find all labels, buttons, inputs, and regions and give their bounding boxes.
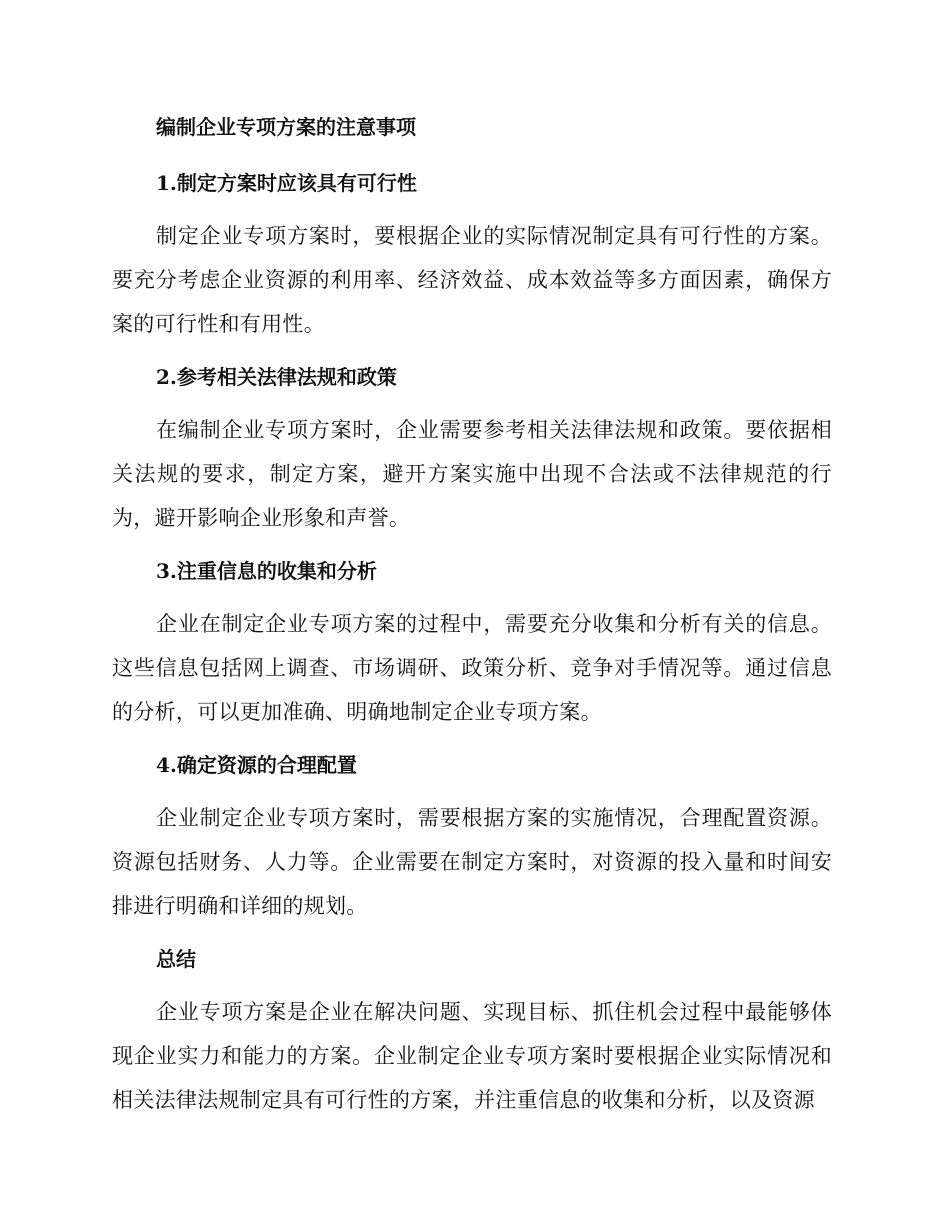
section-4-heading: 4.确定资源的合理配置 bbox=[156, 753, 357, 777]
summary-body: 企业专项方案是企业在解决问题、实现目标、抓住机会过程中最能够体现企业实力和能力的方案。企业制定企业专项方案时要根据企业实际情况和相关法律法规制定具有可行性的方案，并注重信息的收集和分析，以及资源 bbox=[112, 1000, 832, 1112]
section-3-heading: 3.注重信息的收集和分析 bbox=[156, 559, 377, 583]
document-title: 编制企业专项方案的注意事项 bbox=[156, 115, 416, 139]
section-4-body: 企业制定企业专项方案时，需要根据方案的实施情况，合理配置资源。资源包括财务、人力等。企业需要在制定方案时，对资源的投入量和时间安排进行明确和详细的规划。 bbox=[112, 806, 832, 918]
section-3-body: 企业在制定企业专项方案的过程中，需要充分收集和分析有关的信息。这些信息包括网上调查、市场调研、政策分析、竞争对手情况等。通过信息的分析，可以更加准确、明确地制定企业专项方案。 bbox=[112, 612, 832, 724]
section-2-body: 在编制企业专项方案时，企业需要参考相关法律法规和政策。要依据相关法规的要求，制定方案，避开方案实施中出现不合法或不法律规范的行为，避开影响企业形象和声誉。 bbox=[112, 418, 832, 530]
document-page bbox=[112, 104, 832, 1122]
section-1-heading: 1.制定方案时应该具有可行性 bbox=[156, 171, 417, 195]
summary-heading: 总结 bbox=[156, 947, 196, 971]
section-1-body: 制定企业专项方案时，要根据企业的实际情况制定具有可行性的方案。要充分考虑企业资源的利用率、经济效益、成本效益等多方面因素，确保方案的可行性和有用性。 bbox=[112, 224, 832, 336]
section-2-heading: 2.参考相关法律法规和政策 bbox=[156, 365, 397, 389]
